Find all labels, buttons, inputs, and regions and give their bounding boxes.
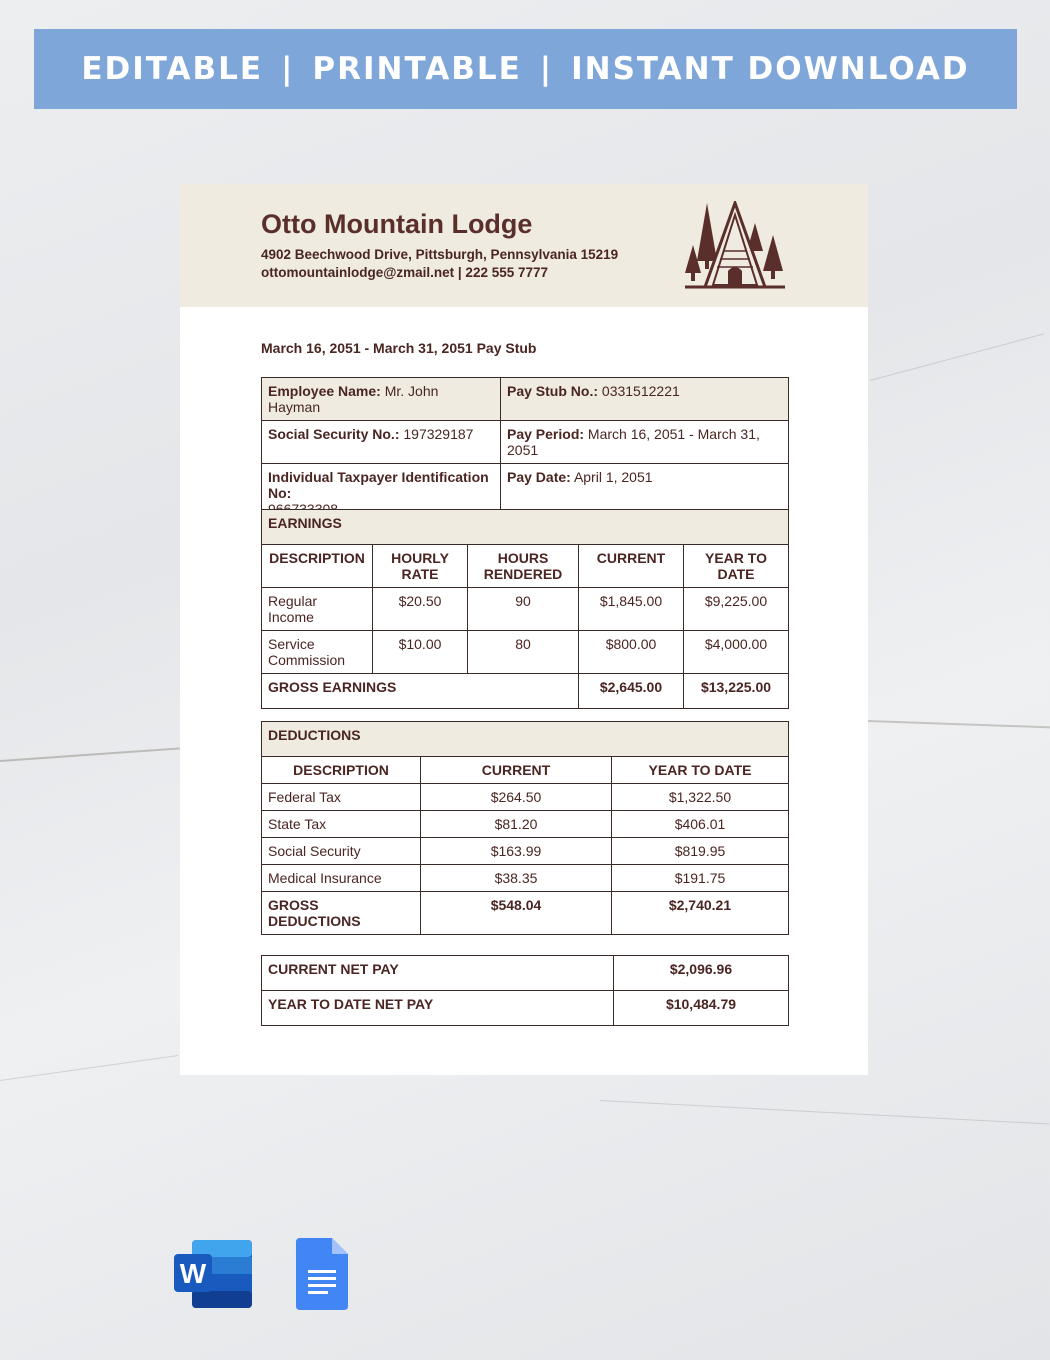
net-pay-table bbox=[261, 955, 789, 1026]
table-cell: $81.20 bbox=[421, 811, 612, 838]
banner-editable: EDITABLE bbox=[81, 51, 264, 87]
table-row bbox=[262, 991, 789, 1026]
table-row bbox=[262, 674, 789, 709]
table-row bbox=[262, 757, 789, 784]
table-row bbox=[262, 811, 789, 838]
table-cell: $4,000.00 bbox=[684, 631, 789, 674]
table-row bbox=[262, 956, 789, 991]
company-name: Otto Mountain Lodge bbox=[261, 209, 533, 239]
table-cell: $406.01 bbox=[612, 811, 789, 838]
company-address: 4902 Beechwood Drive, Pittsburgh, Pennsylvania 15219 bbox=[261, 247, 619, 262]
ytd-net-pay-label: YEAR TO DATE NET PAY bbox=[262, 991, 614, 1026]
table-cell: Social Security bbox=[262, 838, 421, 865]
table-cell: $9,225.00 bbox=[684, 588, 789, 631]
gross-earnings-ytd: $13,225.00 bbox=[684, 674, 789, 709]
gross-deductions-ytd: $2,740.21 bbox=[612, 892, 789, 935]
table-cell: $1,845.00 bbox=[579, 588, 684, 631]
table-cell: Federal Tax bbox=[262, 784, 421, 811]
ytd-net-pay-value: $10,484.79 bbox=[614, 991, 789, 1026]
svg-text:W: W bbox=[179, 1258, 207, 1289]
banner-separator: | bbox=[539, 51, 554, 87]
company-contact: ottomountainlodge@zmail.net | 222 555 7777 bbox=[261, 265, 549, 280]
table-cell: $819.95 bbox=[612, 838, 789, 865]
table-cell: Service Commission bbox=[262, 631, 373, 674]
employee-name-label: Employee Name: bbox=[268, 383, 381, 399]
table-row bbox=[262, 588, 789, 631]
column-header: DESCRIPTION bbox=[262, 757, 421, 784]
gross-earnings-label: GROSS EARNINGS bbox=[262, 674, 579, 709]
table-cell: $20.50 bbox=[373, 588, 468, 631]
table-row bbox=[262, 722, 789, 757]
table-row bbox=[262, 892, 789, 935]
gross-deductions-label: GROSS DEDUCTIONS bbox=[262, 892, 421, 935]
table-cell: Medical Insurance bbox=[262, 865, 421, 892]
pay-stub-no-label: Pay Stub No.: bbox=[507, 383, 599, 399]
column-header: YEAR TO DATE bbox=[684, 545, 789, 588]
table-cell: 80 bbox=[468, 631, 579, 674]
table-cell: $264.50 bbox=[421, 784, 612, 811]
deductions-table bbox=[261, 721, 789, 935]
column-header: HOURLY RATE bbox=[373, 545, 468, 588]
employee-info-table bbox=[261, 377, 789, 523]
column-header: DESCRIPTION bbox=[262, 545, 373, 588]
ssn-value: 197329187 bbox=[403, 426, 474, 442]
banner-instant-download: INSTANT DOWNLOAD bbox=[571, 51, 970, 87]
pay-period-cell bbox=[501, 421, 789, 464]
itin-label: Individual Taxpayer Identification No: bbox=[268, 469, 489, 501]
google-docs-icon[interactable] bbox=[296, 1238, 348, 1310]
table-row bbox=[262, 510, 789, 545]
document-header bbox=[180, 184, 868, 307]
current-net-pay-label: CURRENT NET PAY bbox=[262, 956, 614, 991]
table-row bbox=[262, 378, 789, 421]
table-row bbox=[262, 838, 789, 865]
deductions-title: DEDUCTIONS bbox=[262, 722, 789, 757]
pay-stub-no-cell bbox=[501, 378, 789, 421]
current-net-pay-value: $2,096.96 bbox=[614, 956, 789, 991]
pay-stub-document bbox=[180, 184, 868, 1075]
column-header: YEAR TO DATE bbox=[612, 757, 789, 784]
marble-vein bbox=[600, 1100, 1049, 1125]
pay-period-label: Pay Period: bbox=[507, 426, 585, 442]
pay-date-label: Pay Date: bbox=[507, 469, 571, 485]
banner-separator: | bbox=[281, 51, 295, 87]
earnings-table bbox=[261, 509, 789, 709]
promo-banner bbox=[34, 29, 1017, 109]
table-cell: $800.00 bbox=[579, 631, 684, 674]
table-cell: Regular Income bbox=[262, 588, 373, 631]
marble-vein bbox=[868, 720, 1050, 729]
table-cell: $10.00 bbox=[373, 631, 468, 674]
table-cell: $191.75 bbox=[612, 865, 789, 892]
table-row bbox=[262, 545, 789, 588]
table-cell: State Tax bbox=[262, 811, 421, 838]
table-cell: $163.99 bbox=[421, 838, 612, 865]
marble-vein bbox=[0, 1055, 178, 1081]
gross-deductions-current: $548.04 bbox=[421, 892, 612, 935]
employee-name-cell bbox=[262, 378, 501, 421]
word-icon[interactable] bbox=[174, 1238, 254, 1310]
table-cell: 90 bbox=[468, 588, 579, 631]
table-cell: $1,322.50 bbox=[612, 784, 789, 811]
lodge-logo-icon bbox=[683, 201, 787, 291]
earnings-title: EARNINGS bbox=[262, 510, 789, 545]
pay-period-value: March 16, 2051 - March 31, 2051 bbox=[507, 426, 760, 458]
pay-stub-title: March 16, 2051 - March 31, 2051 Pay Stub bbox=[261, 340, 537, 356]
banner-printable: PRINTABLE bbox=[312, 51, 522, 87]
ssn-label: Social Security No.: bbox=[268, 426, 400, 442]
marble-vein bbox=[870, 333, 1044, 381]
column-header: HOURS RENDERED bbox=[468, 545, 579, 588]
pay-date-value: April 1, 2051 bbox=[573, 469, 653, 485]
employee-name-value: Mr. John Hayman bbox=[268, 383, 439, 415]
ssn-cell bbox=[262, 421, 501, 464]
table-row bbox=[262, 865, 789, 892]
table-row bbox=[262, 631, 789, 674]
column-header: CURRENT bbox=[579, 545, 684, 588]
table-cell: $38.35 bbox=[421, 865, 612, 892]
table-row bbox=[262, 784, 789, 811]
column-header: CURRENT bbox=[421, 757, 612, 784]
gross-earnings-current: $2,645.00 bbox=[579, 674, 684, 709]
pay-stub-no-value: 0331512221 bbox=[601, 383, 680, 399]
table-row bbox=[262, 421, 789, 464]
